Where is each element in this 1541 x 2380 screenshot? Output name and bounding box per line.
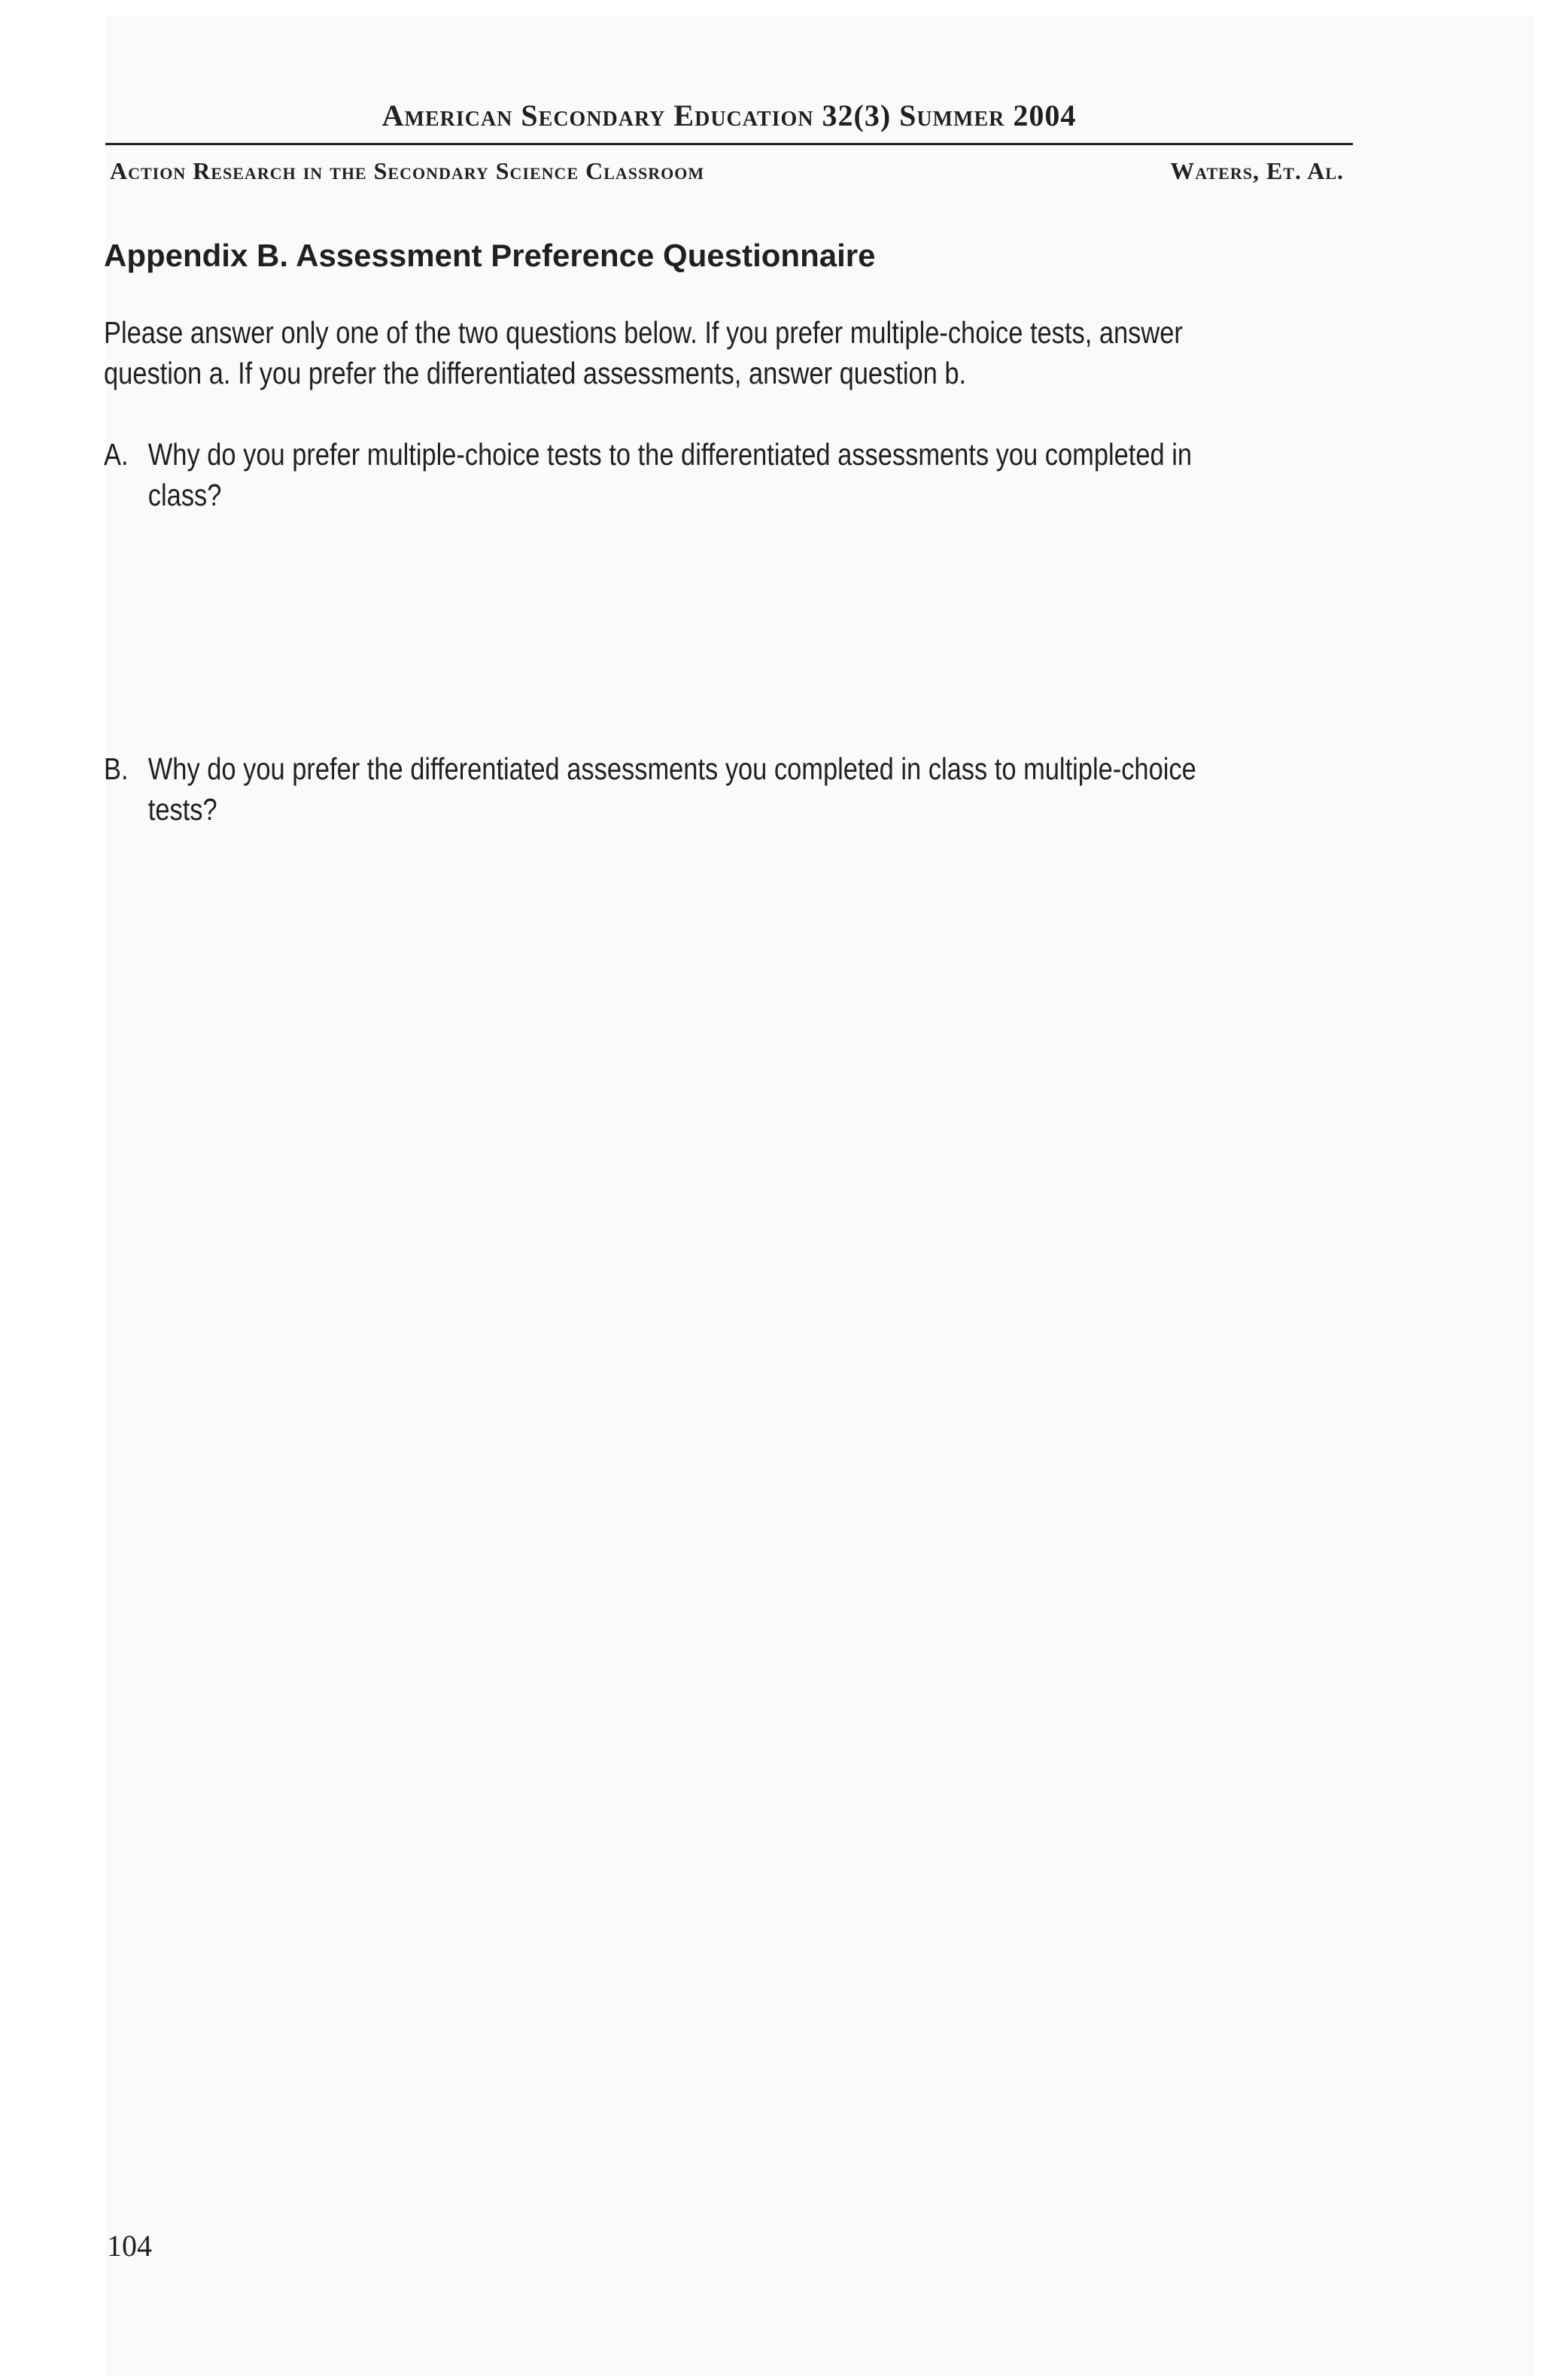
question-line: class?: [147, 478, 222, 512]
question-text: [147, 434, 1193, 515]
page-number: 104: [107, 2229, 152, 2263]
question-a: [104, 434, 1193, 515]
answer-space-a[interactable]: [105, 527, 1354, 722]
instructions-line: Please answer only one of the two questions below. If you prefer multiple-choice tests, answer: [104, 315, 1183, 350]
question-line: Why do you prefer the differentiated assessments you completed in class to multiple-choice: [147, 751, 1196, 786]
question-b: [104, 748, 1196, 830]
header-rule: [105, 143, 1353, 145]
question-marker: B.: [104, 751, 129, 786]
running-head-title: Action Research in the Secondary Science Classroom: [110, 157, 705, 184]
running-head-authors: Waters, Et. Al.: [1170, 157, 1344, 184]
appendix-heading: Appendix B. Assessment Preference Questionnaire: [104, 238, 876, 273]
journal-title: American Secondary Education 32(3) Summer 2004: [381, 99, 1077, 132]
instructions: [104, 312, 1183, 393]
answer-space-b[interactable]: [105, 842, 1354, 2196]
question-line: tests?: [147, 792, 217, 827]
question-text: [147, 748, 1196, 830]
question-marker: A.: [104, 437, 129, 472]
instructions-line: question a. If you prefer the differentiated assessments, answer question b.: [104, 356, 967, 390]
question-line: Why do you prefer multiple-choice tests to the differentiated assessments you completed in: [147, 437, 1193, 472]
